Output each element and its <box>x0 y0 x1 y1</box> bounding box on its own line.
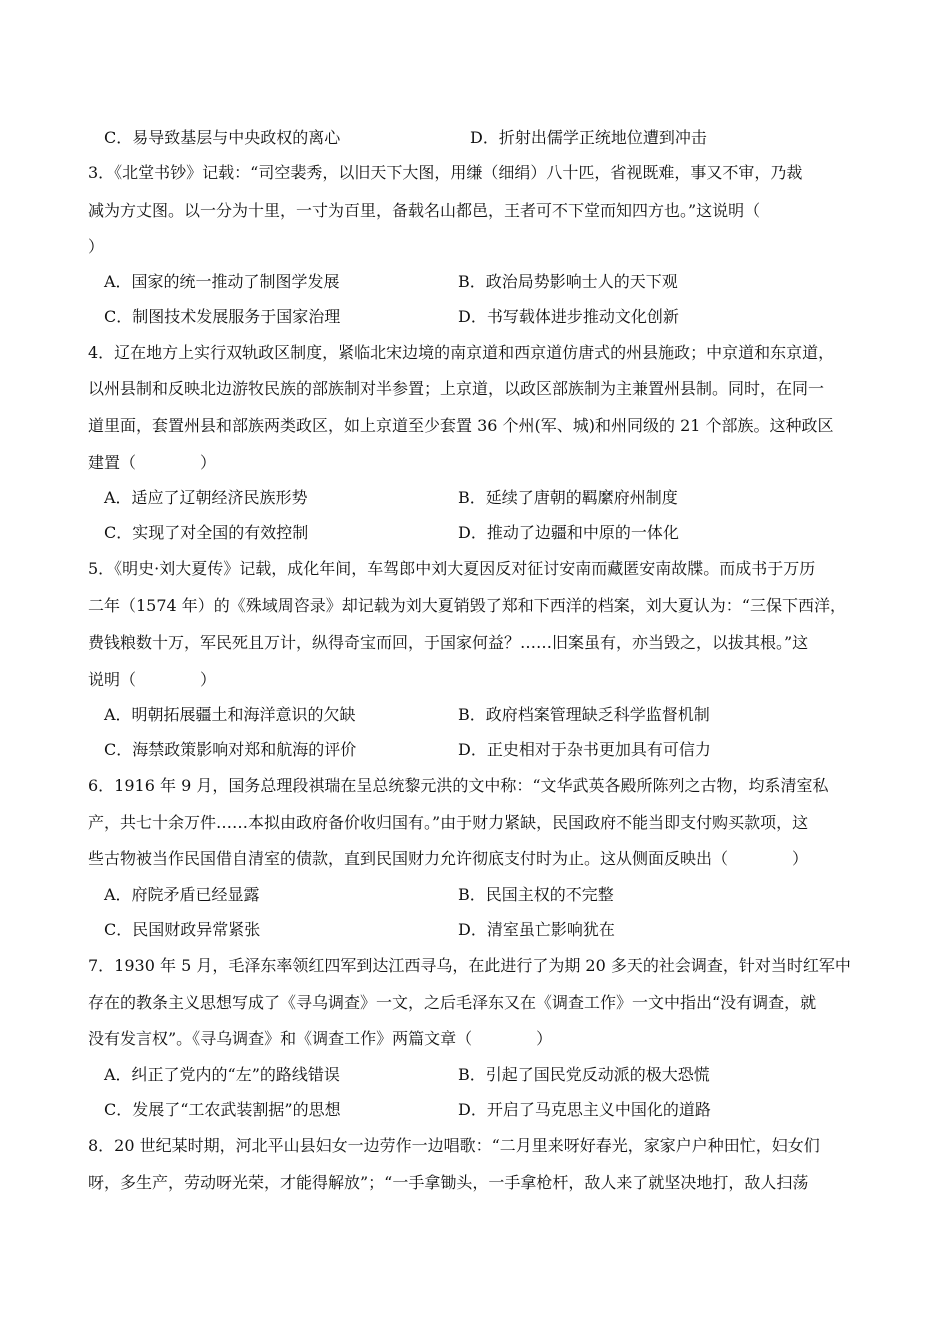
q3-option-a: A．国家的统一推动了制图学发展 <box>104 272 340 291</box>
q4-option-d: D．推动了边疆和中原的一体化 <box>458 523 679 542</box>
q6-stem-line-3: 些古物被当作民国借自清室的债款，直到民国财力允许彻底支付时为止。这从侧面反映出（ ） <box>88 849 809 868</box>
q6-option-b: B．民国主权的不完整 <box>458 885 614 904</box>
q6-option-d: D．清室虽亡影响犹在 <box>458 920 615 939</box>
q3-stem-line-1: 3．《北堂书钞》记载：“司空裴秀，以旧天下大图，用缣（细绢）八十匹，省视既难，事又不审，乃裁 <box>88 163 803 182</box>
q4-stem-line-1: 4．辽在地方上实行双轨政区制度，紧临北宋边境的南京道和西京道仿唐式的州县施政；中京道和东京道， <box>88 343 835 362</box>
q2-option-d: D．折射出儒学正统地位遭到冲击 <box>470 128 707 147</box>
q7-option-c: C．发展了“工农武装割据”的思想 <box>104 1100 341 1119</box>
q5-option-a: A．明朝拓展疆土和海洋意识的欠缺 <box>104 705 356 724</box>
q6-stem-line-2: 产，共七十余万件……本拟由政府备价收归国有。”由于财力紧缺，民国政府不能当即支付购买款项，这 <box>88 813 809 832</box>
q3-stem-line-2: 减为方丈图。以一分为十里，一寸为百里，备载名山都邑，王者可不下堂而知四方也。”这说明（ <box>88 201 761 220</box>
q4-stem-line-2: 以州县制和反映北边游牧民族的部族制对半参置；上京道，以政区部族制为主兼置州县制。同时，在同一 <box>88 379 825 398</box>
q8-stem-line-2: 呀，多生产，劳动呀光荣，才能得解放”；“一手拿锄头，一手拿枪杆，敌人来了就坚决地打，敌人扫荡 <box>88 1173 809 1192</box>
q6-option-a: A．府院矛盾已经显露 <box>104 885 260 904</box>
q5-stem-line-4: 说明（ ） <box>88 670 217 689</box>
q5-stem-line-2: 二年（1574 年）的《殊域周咨录》却记载为刘大夏销毁了郑和下西洋的档案，刘大夏认为：“三保下西洋， <box>88 596 846 615</box>
q3-option-d: D．书写载体进步推动文化创新 <box>458 307 679 326</box>
q5-option-c: C．海禁政策影响对郑和航海的评价 <box>104 740 357 759</box>
q3-option-b: B．政治局势影响士人的天下观 <box>458 272 678 291</box>
q7-stem-line-1: 7．1930 年 5 月，毛泽东率领红四军到达江西寻乌，在此进行了为期 20 多天的社会调查，针对当时红军中 <box>88 956 851 975</box>
q5-stem-line-3: 费钱粮数十万，军民死且万计，纵得奇宝而回，于国家何益？……旧案虽有，亦当毁之，以拔其根。”这 <box>88 633 809 652</box>
q7-option-a: A．纠正了党内的“左”的路线错误 <box>104 1065 340 1084</box>
q7-option-b: B．引起了国民党反动派的极大恐慌 <box>458 1065 710 1084</box>
q5-option-d: D．正史相对于杂书更加具有可信力 <box>458 740 711 759</box>
q4-option-b: B．延续了唐朝的羁縻府州制度 <box>458 488 678 507</box>
q8-stem-line-1: 8．20 世纪某时期，河北平山县妇女一边劳作一边唱歌：“二月里来呀好春光，家家户户种田忙，妇女们 <box>88 1136 820 1155</box>
q3-stem-line-3: ） <box>88 237 105 256</box>
q6-option-c: C．民国财政异常紧张 <box>104 920 261 939</box>
q7-stem-line-3: 没有发言权”。《寻乌调查》和《调查工作》两篇文章（ ） <box>88 1029 553 1048</box>
q3-option-c: C．制图技术发展服务于国家治理 <box>104 307 341 326</box>
q4-stem-line-3: 道里面，套置州县和部族两类政区，如上京道至少套置 36 个州(军、城)和州同级的 21 个部族。这种政区 <box>88 416 834 435</box>
q7-stem-line-2: 存在的教条主义思想写成了《寻乌调查》一文，之后毛泽东又在《调查工作》一文中指出“没有调查，就 <box>88 993 817 1012</box>
q2-option-c: C．易导致基层与中央政权的离心 <box>104 128 341 147</box>
q4-option-c: C．实现了对全国的有效控制 <box>104 523 309 542</box>
q6-stem-line-1: 6．1916 年 9 月，国务总理段祺瑞在呈总统黎元洪的文中称：“文华武英各殿所陈列之古物，均系清室私 <box>88 776 829 795</box>
q7-option-d: D．开启了马克思主义中国化的道路 <box>458 1100 711 1119</box>
q4-stem-line-4: 建置（ ） <box>88 453 217 472</box>
q5-option-b: B．政府档案管理缺乏科学监督机制 <box>458 705 710 724</box>
q5-stem-line-1: 5．《明史·刘大夏传》记载，成化年间，车驾郎中刘大夏因反对征讨安南而藏匿安南故牒。而成书于万历 <box>88 559 816 578</box>
q4-option-a: A．适应了辽朝经济民族形势 <box>104 488 308 507</box>
